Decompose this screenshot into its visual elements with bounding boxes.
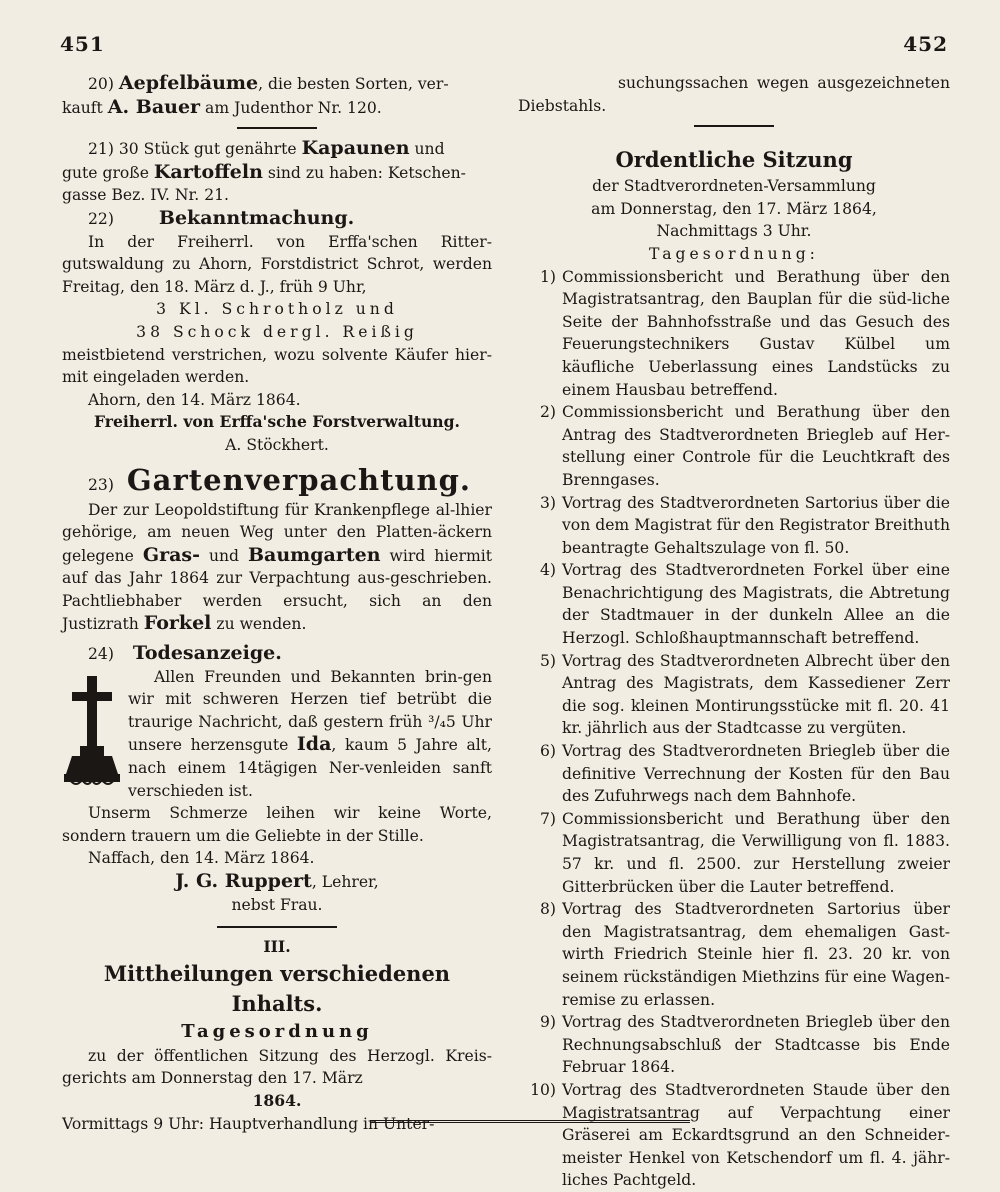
section-title: Mittheilungen verschiedenen Inhalts.: [103, 960, 451, 1016]
agenda-item-number: 8): [539, 900, 556, 919]
death-notice-title: Todesanzeige.: [132, 642, 282, 665]
agenda-heading: Tagesordnung:: [649, 244, 819, 263]
agenda-item: [518, 650, 950, 740]
agenda-item-number: 2): [539, 403, 556, 422]
signer-name: J. G. Ruppert: [175, 870, 312, 892]
agenda-item-number: 5): [539, 651, 556, 670]
agenda-item-text: Commissionsbericht und Berathung über den Antrag des Stadtverordneten Briegleb auf Her-stellung einer Controle für die Leuchtkraft des Brenngases.: [562, 403, 950, 489]
agenda-item: [518, 266, 950, 402]
agenda-item-number: 1): [539, 267, 556, 286]
ad-22: 22) Bekanntmachung. In der Freiherrl. von Erffa'schen Ritter-gutswaldung zu Ahorn, Forstdistrict Schrot, werden Freitag, den 18. März d. J., früh 9 Uhr, 3 Kl. Schrotholz und 38 Schock dergl. Reißig meistbietend verstrichen, wozu solvente Käufer hier-mit eingeladen werden. Ahorn, den 14. März 1864. Freiherrl. von Erffa'sche Forstverwaltung. A. Stöckhert.: [62, 206, 492, 454]
agenda-item-number: 4): [539, 561, 556, 580]
ad-24: 24) Todesanzeige. Allen Freunden und Bekannten brin-gen wir mit schweren Herzen tief betrübt die traurige Nachricht, daß gestern früh ³/₄5 Uhr unsere herzensgute Ida, kaum 5 Jahre alt, nach einem 14tägigen Ner-venleiden sanft verschieden ist. Unserm Schmerze leihen wir keine Worte, sondern trauern um die Geliebte in der Stille. Naffach, den 14. März 1864. J. G. Ruppert, Lehrer, nebst Frau.: [62, 642, 492, 914]
divider: [694, 125, 774, 127]
agenda-item: [518, 492, 950, 560]
agenda-item-text: Commissionsbericht und Berathung über den Magistratsantrag, den Bauplan für die süd-liche Seite der Bahnhofsstraße und das Gesuch des Feuerungstechnikers Gustav Külbel um käufliche Ueberlassung eines Landstücks zu einem Hausbau betreffend.: [562, 267, 950, 399]
agenda-item-text: Vortrag des Stadtverordneten Forkel über eine Benachrichtigung des Magistrats, die Abtretung der Stadtmauer in der dunkeln Allee an die Herzogl. Schloßhauptmannschaft betreffend.: [562, 561, 950, 648]
ad-title: Gartenverpachtung.: [126, 462, 472, 497]
section-iii: III. Mittheilungen verschiedenen Inhalts. Tagesordnung zu der öffentlichen Sitzung des Herzogl. Kreis-gerichts am Donnerstag den 17. März 1864. Vormittags 9 Uhr: Hauptverhandlung in Unter-: [62, 937, 492, 1133]
agenda-item-text: Commissionsbericht und Berathung über den Magistratsantrag, die Verwilligung von fl. 1883. 57 kr. und fl. 2500. zur Herstellung zweier Gitterbrücken über die Lauter betreffend.: [562, 809, 950, 896]
agenda-item: [518, 559, 950, 649]
left-column: [62, 72, 492, 1135]
agenda-item-text: Vortrag des Stadtverordneten Briegleb über den Rechnungsabschluß der Stadtcasse bis Ende Februar 1864.: [562, 1013, 950, 1077]
agenda-item-number: 10): [530, 1080, 556, 1099]
agenda-item: [518, 1079, 950, 1192]
agenda-item-number: 9): [539, 1013, 556, 1032]
signature: Freiherrl. von Erffa'sche Forstverwaltung.: [94, 412, 460, 432]
page-number-left: 451: [60, 32, 105, 56]
agenda-item-text: Vortrag des Stadtverordneten Staude über den Magistratsantrag auf Verpachtung einer Gräserei am Eckardtsgrund an den Schneider-meister Henkel von Ketschendorf um fl. 4. jähr-liches Pachtgeld.: [562, 1080, 950, 1190]
ad-item-name: Aepfelbäume: [118, 72, 259, 94]
bottom-divider: [370, 1120, 690, 1126]
meeting-heading: Ordentliche Sitzung: [615, 147, 853, 173]
seller-name: A. Bauer: [107, 95, 201, 118]
divider: [217, 926, 337, 928]
agenda-item-text: Vortrag des Stadtverordneten Sartorius über die von dem Magistrat für den Registrator Breithuth beantragte Gehaltszulage von fl. 50.: [562, 493, 950, 557]
ad-21: 21) 30 Stück gut genährte Kapaunen und gute große Kartoffeln sind zu haben: Ketschen- gasse Bez. IV. Nr. 21.: [62, 137, 466, 205]
divider: [237, 127, 317, 129]
agenda-item-number: 3): [539, 493, 556, 512]
page-number-right: 452: [903, 32, 948, 56]
announcement-title: Bekanntmachung.: [158, 206, 355, 229]
agenda-item: [518, 740, 950, 808]
right-column: suchungssachen wegen ausgezeichneten Diebstahls. Ordentliche Sitzung der Stadtverordneten-Versammlung am Donnerstag, den 17. März 1864, Nachmittags 3 Uhr. Tagesordnung: 1) Commissionsbericht und Berathung über den Magistratsantrag, den Bauplan für die süd-liche Seite der Bahnhofsstraße und das Gesuch des Feuerungstechnikers Gustav Külbel um käufliche Ueberlassung eines Landstücks zu einem Hausbau betreffend. 2) Commissionsbericht und Berathung über den Antrag des Stadtverordneten Briegleb auf Her-stellung einer Controle für die Leuchtkraft des Brenngases. 3) Vortrag des Stadtverordneten Sartorius über die von dem Magistrat für den Registrator Breithuth beantragte Gehaltszulage von fl. 50. 4) Vortrag des Stadtverordneten Forkel über eine Benachrichtigung des Magistrats, die Abtretung der Stadtmauer in der dunkeln Allee an die Herzogl. Schloßhauptmannschaft betreffend. 5) Vortrag des Stadtverordneten Albrecht über den Antrag des Magistrats, dem Kassediener Zerr die sog. kleinen Montirungsstücke mit fl. 20. 41 kr. jährlich aus der Stadtcasse zu vergüten. 6) Vortrag des Stadtverordneten Briegleb über die definitive Verrechnung der Kosten für den Bau des Zufuhrwegs nach dem Bahnhofe. 7) Commissionsbericht und Berathung über den Magistratsantrag, die Verwilligung von fl. 1883. 57 kr. und fl. 2500. zur Herstellung zweier Gitterbrücken über die Lauter betreffend. 8) Vortrag des Stadtverordneten Sartorius über den Magistratsantrag, dem ehemaligen Gast-wirth Friedrich Steinle hier fl. 23. 20 kr. von seinem rückständigen Miethzins für eine Wagen-remise zu erlassen. 9) Vortrag des Stadtverordneten Briegleb über den Rechnungsabschluß der Stadtcasse bis Ende Februar 1864. 10) Vortrag des Stadtverordneten Staude über den Magistratsantrag auf Verpachtung einer Gräserei am Eckardtsgrund an den Schneider-meister Henkel von Ketschendorf um fl. 4. jähr-liches Pachtgeld.: [518, 72, 950, 1192]
agenda-item: [518, 401, 950, 491]
agenda-item-number: 7): [539, 809, 556, 828]
agenda-item-text: Vortrag des Stadtverordneten Briegleb über die definitive Verrechnung der Kosten für den Bau des Zufuhrwegs nach dem Bahnhofe.: [562, 742, 950, 806]
agenda-item: [518, 1011, 950, 1079]
agenda-item: [518, 808, 950, 898]
ad-23: 23) Gartenverpachtung. Der zur Leopoldstiftung für Krankenpflege al-lhier gehörige, am neuen Weg unter den Platten-äckern gelegene Gras- und Baumgarten wird hiermit auf das Jahr 1864 zur Verpachtung aus-geschrieben. Pachtliebhaber werden ersucht, sich an den Justizrath Forkel zu wenden.: [62, 462, 492, 635]
ad-20: 20) Aepfelbäume, die besten Sorten, ver- kauft A. Bauer am Judenthor Nr. 120.: [62, 72, 449, 118]
agenda-item-number: 6): [539, 742, 556, 761]
ad-number: 20): [88, 75, 114, 93]
agenda-item-text: Vortrag des Stadtverordneten Sartorius über den Magistratsantrag, dem ehemaligen Gast-wirth Friedrich Steinle hier fl. 23. 20 kr. von seinem rückständigen Miethzins für eine Wagen-remise zu erlassen.: [562, 900, 950, 1009]
agenda-item-text: Vortrag des Stadtverordneten Albrecht über den Antrag des Magistrats, dem Kassediener Zerr die sog. kleinen Montirungsstücke mit fl. 20. 41 kr. jährlich aus der Stadtcasse zu vergüten.: [562, 651, 950, 738]
agenda-list: [518, 266, 950, 1192]
agenda-item: [518, 898, 950, 1011]
cross-icon: [62, 666, 128, 803]
